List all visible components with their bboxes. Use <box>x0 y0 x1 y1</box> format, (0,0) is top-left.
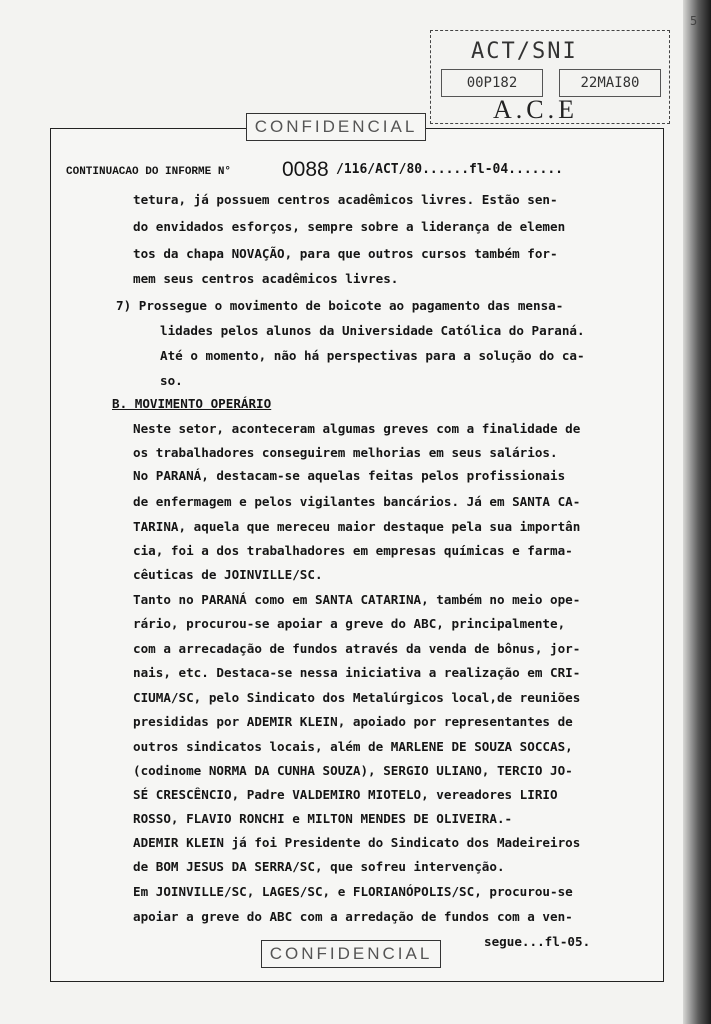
text-line: nais, etc. Destaca-se nessa iniciativa a realização em CRI- <box>133 665 581 680</box>
text-line: de enfermagem e pelos vigilantes bancários. Já em SANTA CA- <box>133 494 581 509</box>
text-line: mem seus centros acadêmicos livres. <box>133 271 399 286</box>
header-label: CONTINUACAO DO INFORME N° <box>66 166 232 178</box>
text-line: ADEMIR KLEIN já foi Presidente do Sindicato dos Madeireiros <box>133 835 581 850</box>
text-line: CIUMA/SC, pelo Sindicato dos Metalúrgicos local,de reuniões <box>133 690 581 705</box>
stamp-right-code: 22MAI80 <box>559 69 661 97</box>
text-line: do envidados esforços, sempre sobre a liderança de elemen <box>133 219 566 234</box>
section-heading: B. MOVIMENTO OPERÁRIO <box>112 396 272 411</box>
text-line: lidades pelos alunos da Universidade Católica do Paraná. <box>160 323 585 338</box>
text-line: Até o momento, não há perspectivas para a solução do ca- <box>160 348 585 363</box>
stamp-title: ACT/SNI <box>471 39 578 64</box>
continuation-note: segue...fl-05. <box>484 934 591 949</box>
text-line: No PARANÁ, destacam-se aquelas feitas pelos profissionais <box>133 468 566 483</box>
text-line: ROSSO, FLAVIO RONCHI e MILTON MENDES DE OLIVEIRA.- <box>133 811 513 826</box>
text-line: com a arrecadação de fundos através da venda de bônus, jor- <box>133 641 581 656</box>
text-line: Tanto no PARANÁ como em SANTA CATARINA, também no meio ope- <box>133 592 581 607</box>
text-line: so. <box>160 373 183 388</box>
page-edge-shadow <box>683 0 711 1024</box>
text-line: outros sindicatos locais, além de MARLENE DE SOUZA SOCCAS, <box>133 739 573 754</box>
text-line: os trabalhadores conseguirem melhorias em seus salários. <box>133 445 558 460</box>
confidential-stamp-bottom: CONFIDENCIAL <box>261 940 441 968</box>
text-line: presididas por ADEMIR KLEIN, apoiado por representantes de <box>133 714 573 729</box>
text-line: (codinome NORMA DA CUNHA SOUZA), SERGIO ULIANO, TERCIO JO- <box>133 763 573 778</box>
archive-stamp <box>430 30 670 124</box>
text-line: SÉ CRESCÊNCIO, Padre VALDEMIRO MIOTELO, vereadores LIRIO <box>133 787 558 802</box>
text-line: rário, procurou-se apoiar a greve do ABC, principalmente, <box>133 616 566 631</box>
report-number: 0088 <box>282 158 329 181</box>
text-line: apoiar a greve do ABC com a arredação de fundos com a ven- <box>133 909 573 924</box>
text-line: Neste setor, aconteceram algumas greves com a finalidade de <box>133 421 581 436</box>
text-line: Em JOINVILLE/SC, LAGES/SC, e FLORIANÓPOLIS/SC, procurou-se <box>133 884 573 899</box>
text-line: de BOM JESUS DA SERRA/SC, que sofreu intervenção. <box>133 859 505 874</box>
stamp-ace: A.C.E <box>493 95 578 124</box>
text-line: TARINA, aquela que mereceu maior destaque pela sua importân <box>133 519 581 534</box>
confidential-stamp-top: CONFIDENCIAL <box>246 113 426 141</box>
text-line: tetura, já possuem centros acadêmicos livres. Estão sen- <box>133 192 558 207</box>
stamp-left-code: 00P182 <box>441 69 543 97</box>
text-line: cêuticas de JOINVILLE/SC. <box>133 567 323 582</box>
report-reference: /116/ACT/80......fl-04....... <box>336 162 563 177</box>
text-line: tos da chapa NOVAÇÃO, para que outros cursos também for- <box>133 246 558 261</box>
text-line: cia, foi a dos trabalhadores em empresas químicas e farma- <box>133 543 573 558</box>
text-line: 7) Prossegue o movimento de boicote ao pagamento das mensa- <box>116 298 564 313</box>
corner-mark: 5 <box>690 14 698 28</box>
